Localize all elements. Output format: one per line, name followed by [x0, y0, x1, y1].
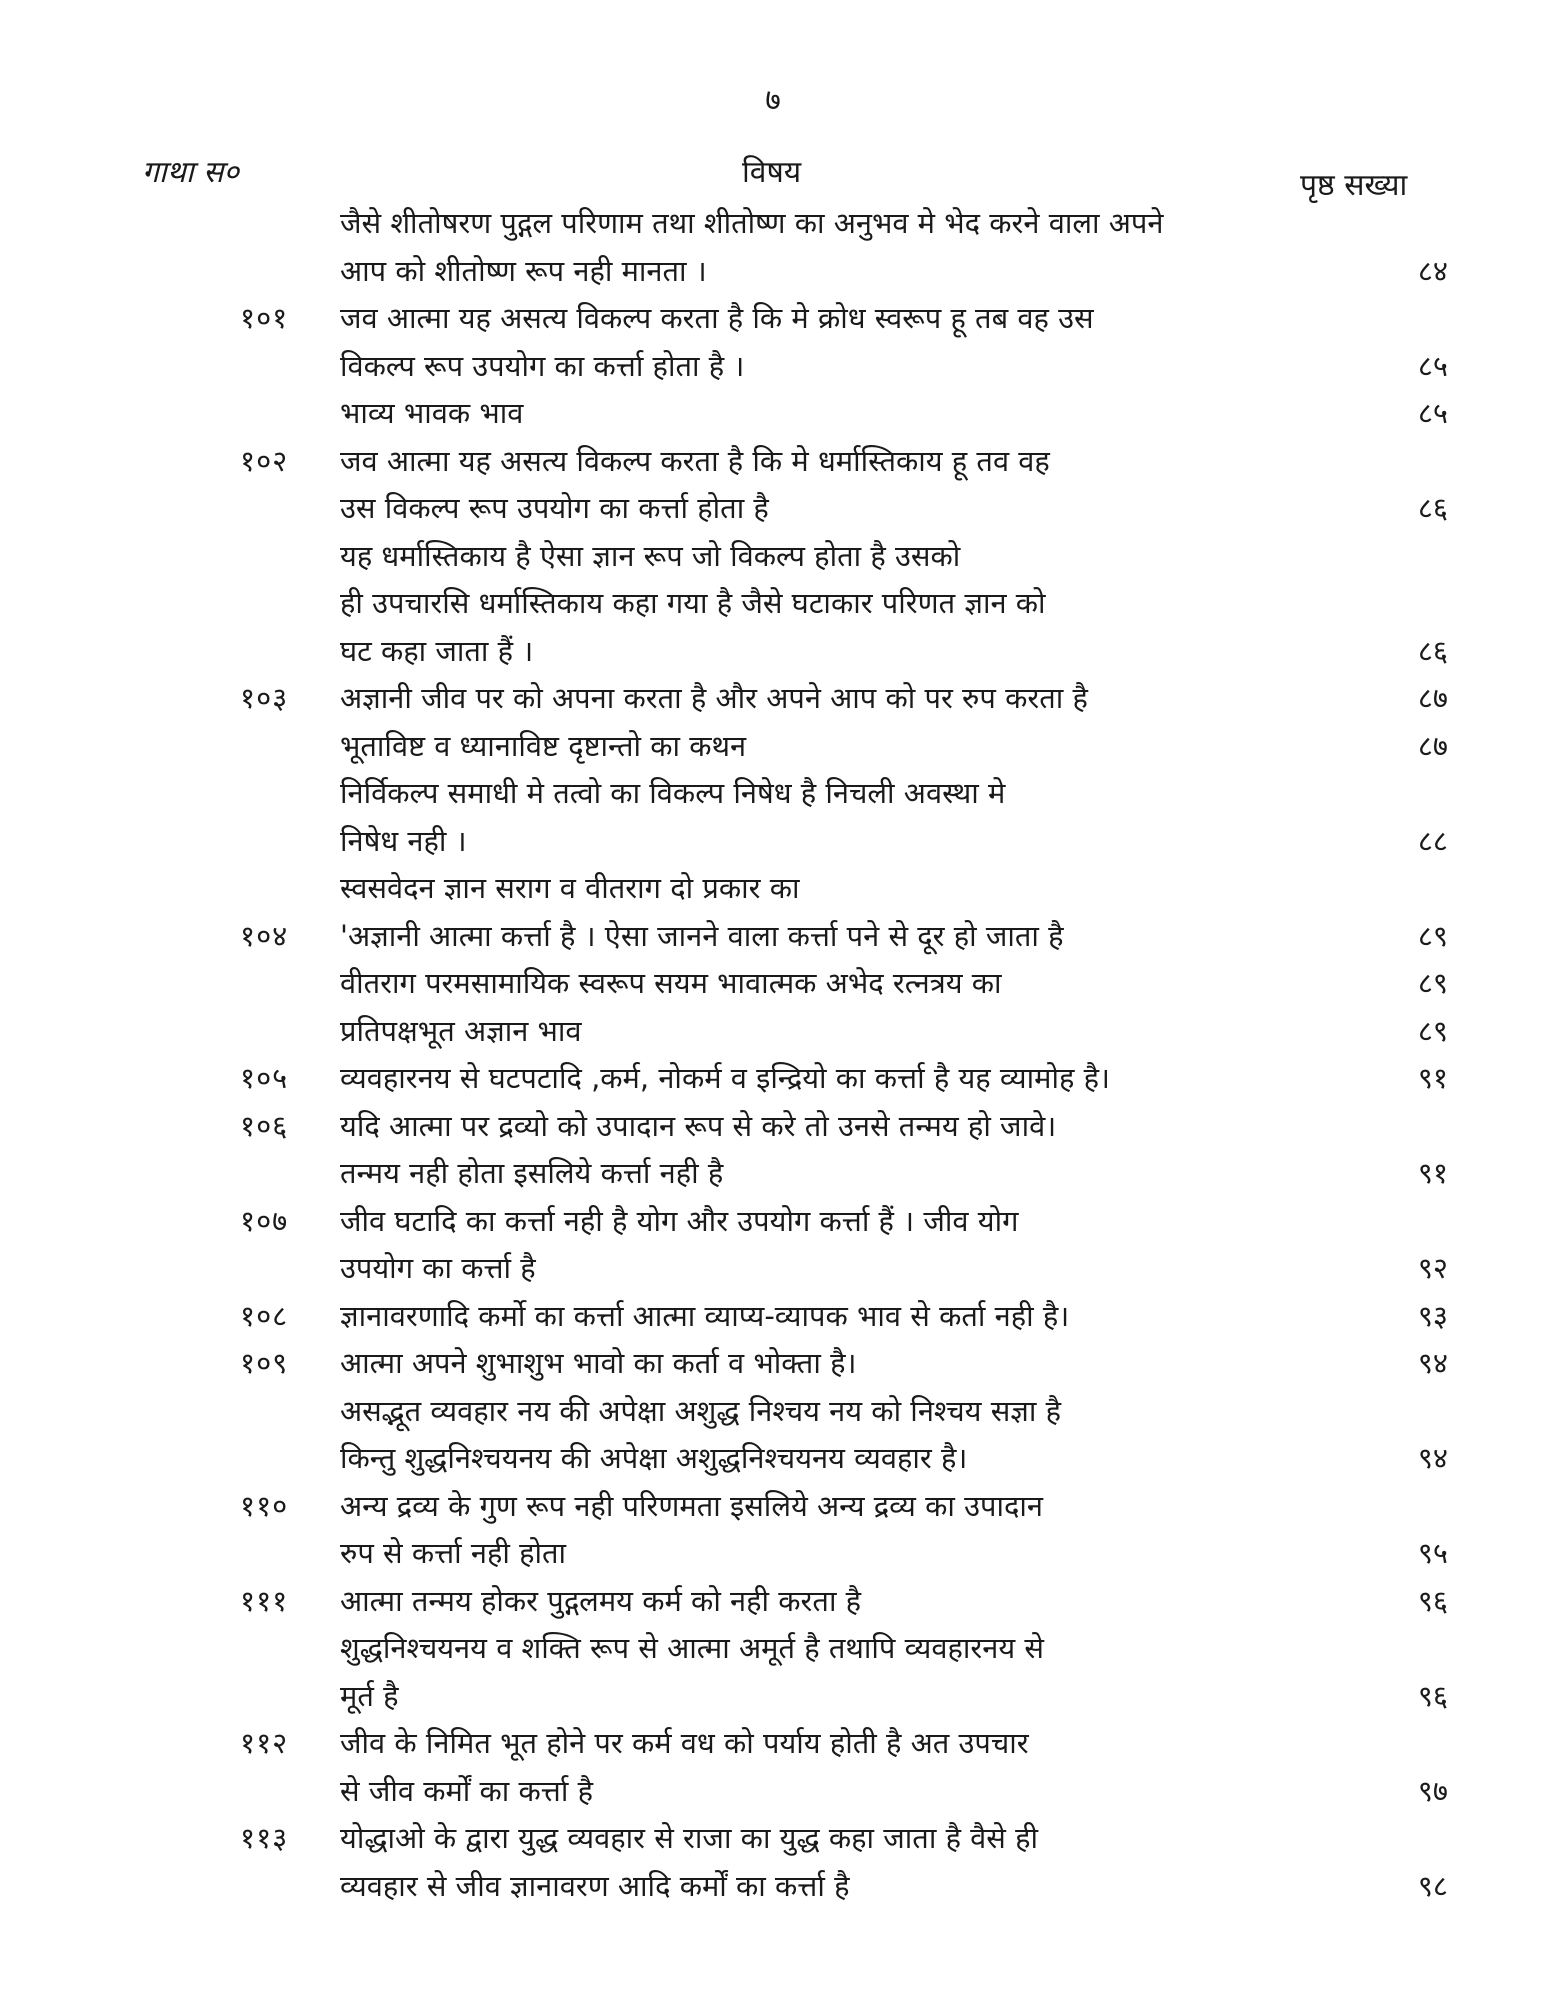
- topic-text: जैसे शीतोषरण पुद्गल परिणाम तथा शीतोष्ण का अनुभव मे भेद करने वाला अपने आप को शीतोष्ण रूप नही मानता ।: [340, 206, 1164, 288]
- toc-row: [0, 1578, 1546, 1626]
- toc-row: [0, 533, 1546, 676]
- topic-text: व्यवहारनय से घटपटादि ,कर्म, नोकर्म व इन्द्रियो का कर्त्ता है यह व्यामोह है।: [340, 1061, 1110, 1095]
- toc-row: [0, 1055, 1546, 1103]
- page-ref: ८५: [1417, 396, 1448, 430]
- topic-text: निर्विकल्प समाधी मे तत्वो का विकल्प निषेध है निचली अवस्था मे निषेध नही ।: [340, 776, 1006, 858]
- gatha-number: १०७: [240, 1203, 289, 1238]
- page-number: ७: [765, 83, 781, 118]
- toc-row: [0, 1625, 1546, 1720]
- toc-row: [0, 1340, 1546, 1388]
- page-ref: ८५: [1417, 348, 1448, 383]
- toc-row: [0, 1815, 1546, 1910]
- topic-text: ज्ञानावरणादि कर्मो का कर्त्ता आत्मा व्याप्य-व्यापक भाव से कर्ता नही है।: [340, 1298, 1070, 1333]
- page-ref: ९२: [1417, 1251, 1448, 1285]
- topic-text: योद्धाओ के द्वारा युद्ध व्यवहार से राजा का युद्ध कहा जाता है वैसे ही व्यवहार से जीव ज्ञानावरण आदि कर्मों का कर्त्ता है: [340, 1821, 1039, 1903]
- page-ref: ८९: [1417, 1013, 1448, 1048]
- toc-row: [0, 723, 1546, 771]
- toc-row: [0, 913, 1546, 961]
- toc-row: [0, 1483, 1546, 1578]
- topic-text: जीव घटादि का कर्त्ता नही है योग और उपयोग कर्त्ता हैं । जीव योग उपयोग का कर्त्ता है: [340, 1203, 1019, 1285]
- toc-row: [0, 200, 1546, 295]
- column-header-vishay: विषय: [742, 155, 802, 190]
- gatha-number: १०१: [240, 301, 289, 335]
- page-ref: ९६: [1417, 1678, 1448, 1713]
- toc-row: [0, 438, 1546, 533]
- topic-text: यह धर्मास्तिकाय है ऐसा ज्ञान रूप जो विकल्प होता है उसको ही उपचारसि धर्मास्तिकाय कहा गया है जैसे घटाकार परिणत ज्ञान को घट कहा जाता हैं ।: [340, 538, 1046, 668]
- page-ref: ८४: [1417, 253, 1448, 288]
- topic-text: यदि आत्मा पर द्रव्यो को उपादान रूप से करे तो उनसे तन्मय हो जावे। तन्मय नही होता इसलिये कर्त्ता नही है: [340, 1108, 1057, 1190]
- page-ref: ८८: [1417, 823, 1448, 858]
- toc-row: [0, 1103, 1546, 1198]
- topic-text: वीतराग परमसामायिक स्वरूप सयम भावात्मक अभेद रत्नत्रय का: [340, 966, 1002, 1000]
- toc-row: [0, 865, 1546, 913]
- toc-row: [0, 1388, 1546, 1483]
- gatha-number: १०३: [240, 681, 289, 715]
- topic-text: जव आत्मा यह असत्य विकल्प करता है कि मे धर्मास्तिकाय हू तव वह उस विकल्प रूप उपयोग का कर्त्ता होता है: [340, 443, 1050, 525]
- toc-row: [0, 1720, 1546, 1815]
- page-ref: ८९: [1417, 966, 1448, 1000]
- gatha-number: १०४: [240, 918, 289, 953]
- page-ref: ९४: [1417, 1346, 1448, 1380]
- page-ref: ९३: [1417, 1298, 1448, 1333]
- page-ref: ९५: [1417, 1536, 1448, 1570]
- topic-text: भूताविष्ट व ध्यानाविष्ट दृष्टान्तो का कथन: [340, 728, 747, 763]
- page-ref: ८७: [1417, 681, 1448, 715]
- gatha-number: १०६: [240, 1108, 289, 1143]
- page-ref: ९१: [1417, 1061, 1448, 1095]
- page-ref: ८६: [1417, 633, 1448, 668]
- topic-text: अज्ञानी जीव पर को अपना करता है और अपने आप को पर रुप करता है: [340, 681, 1088, 715]
- topic-text: असद्भूत व्यवहार नय की अपेक्षा अशुद्ध निश्चय नय को निश्चय सज्ञा है किन्तु शुद्धनिश्चयनय की अपेक्षा अशुद्धनिश्चयनय व्यवहार है।: [340, 1393, 1062, 1475]
- topic-text: शुद्धनिश्चयनय व शक्ति रूप से आत्मा अमूर्त है तथापि व्यवहारनय से मूर्त है: [340, 1631, 1044, 1713]
- toc-row: [0, 1008, 1546, 1056]
- gatha-number: ११३: [240, 1821, 289, 1855]
- page-ref: ८९: [1417, 918, 1448, 953]
- topic-text: भाव्य भावक भाव: [340, 396, 524, 430]
- page-ref: ९४: [1417, 1441, 1448, 1475]
- page-ref: ९८: [1417, 1868, 1448, 1903]
- column-header-gatha: गाथा स०: [142, 155, 240, 190]
- toc-row: [0, 770, 1546, 865]
- toc-row: [0, 1198, 1546, 1293]
- topic-text: अन्य द्रव्य के गुण रूप नही परिणमता इसलिये अन्य द्रव्य का उपादान रुप से कर्त्ता नही होता: [340, 1488, 1044, 1570]
- topic-text: जव आत्मा यह असत्य विकल्प करता है कि मे क्रोध स्वरूप हू तब वह उस विकल्प रूप उपयोग का कर्त्ता होता है ।: [340, 301, 1094, 383]
- topic-text: प्रतिपक्षभूत अज्ञान भाव: [340, 1013, 582, 1048]
- topic-text: स्वसवेदन ज्ञान सराग व वीतराग दो प्रकार का: [340, 871, 800, 905]
- page-ref: ९१: [1417, 1156, 1448, 1190]
- gatha-number: १०२: [240, 443, 289, 478]
- toc-row: [0, 675, 1546, 723]
- topic-text: आत्मा तन्मय होकर पुद्गलमय कर्म को नही करता है: [340, 1583, 862, 1618]
- toc-row: [0, 1293, 1546, 1341]
- toc-row: [0, 295, 1546, 390]
- gatha-number: ११२: [240, 1726, 289, 1760]
- table-of-contents: [0, 200, 1546, 1910]
- topic-text: आत्मा अपने शुभाशुभ भावो का कर्ता व भोक्ता है।: [340, 1346, 857, 1380]
- gatha-number: १०९: [240, 1346, 289, 1380]
- column-header-page: पृष्ठ सख्या: [1300, 168, 1408, 203]
- toc-row: [0, 960, 1546, 1008]
- page-ref: ८६: [1417, 491, 1448, 525]
- gatha-number: १०८: [240, 1298, 289, 1333]
- page-ref: ९७: [1417, 1773, 1448, 1808]
- topic-text: 'अज्ञानी आत्मा कर्त्ता है । ऐसा जानने वाला कर्त्ता पने से दूर हो जाता है: [340, 918, 1064, 953]
- gatha-number: १११: [240, 1583, 289, 1618]
- toc-row: [0, 390, 1546, 438]
- page-ref: ८७: [1417, 728, 1448, 763]
- page-ref: ९६: [1417, 1583, 1448, 1618]
- gatha-number: ११०: [240, 1488, 289, 1523]
- gatha-number: १०५: [240, 1061, 289, 1095]
- topic-text: जीव के निमित भूत होने पर कर्म वध को पर्याय होती है अत उपचार से जीव कर्मों का कर्त्ता है: [340, 1726, 1029, 1808]
